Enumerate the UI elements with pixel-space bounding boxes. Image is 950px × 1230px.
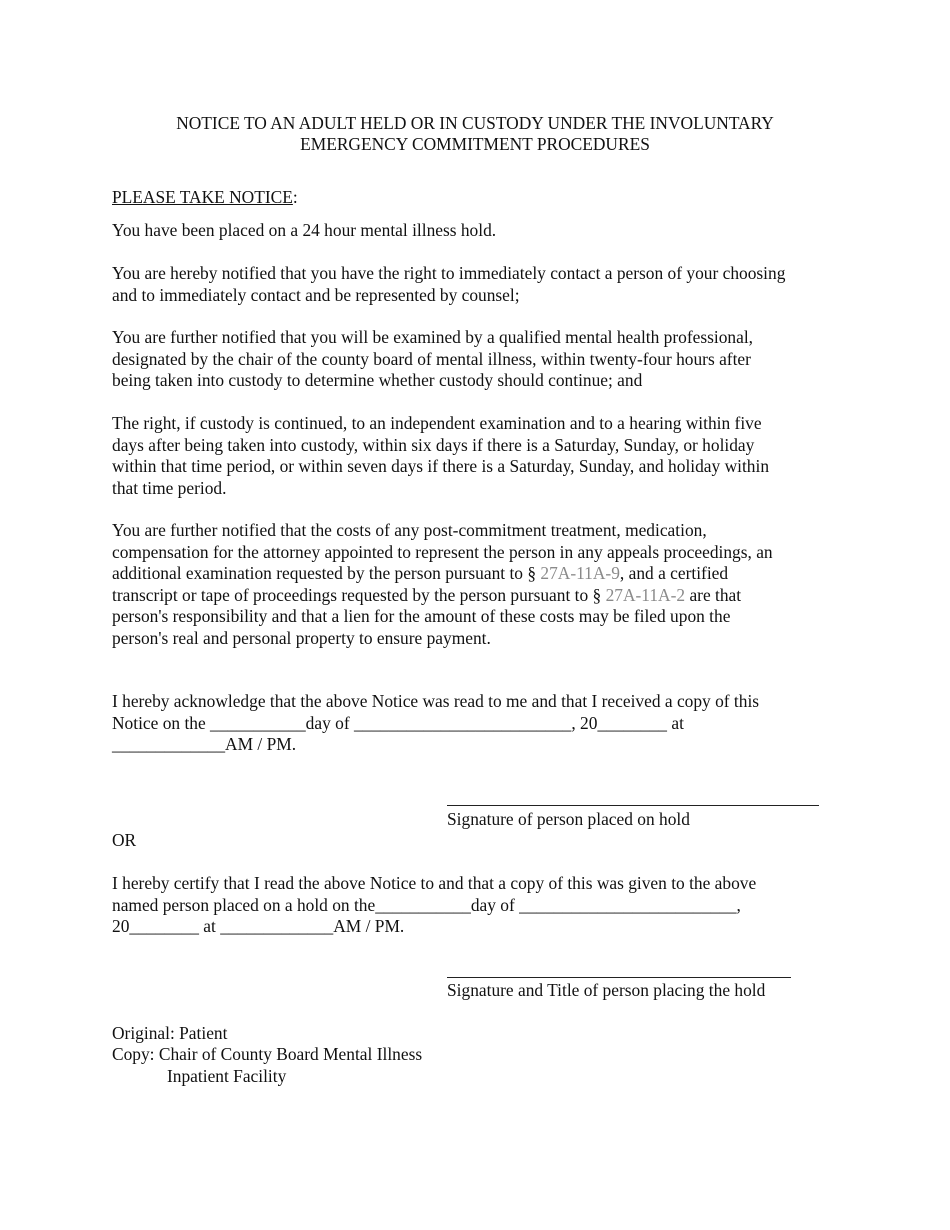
paragraph-hold	[112, 220, 852, 242]
paragraph-line: You are further notified that you will be examined by a qualified mental health professional,	[112, 327, 754, 347]
paragraph-text: are that	[685, 584, 742, 605]
or-separator	[112, 830, 852, 852]
distribution-copy-facility: Inpatient Facility	[167, 1066, 287, 1086]
signature-line-staff	[447, 977, 791, 978]
certification-date-line: named person placed on a hold on the___________day of _________________________,	[112, 894, 741, 915]
paragraph-line	[112, 563, 852, 585]
paragraph-line: You are hereby notified that you have the right to immediately contact a person of your choosing	[112, 263, 786, 283]
paragraph-line: days after being taken into custody, within six days if there is a Saturday, Sunday, or holiday	[112, 434, 755, 455]
paragraph-text: transcript or tape of proceedings requested by the person pursuant to §	[112, 584, 606, 605]
paragraph-line: I hereby acknowledge that the above Notice was read to me and that I received a copy of this	[112, 691, 760, 711]
certification-paragraph	[112, 873, 852, 938]
paragraph-line: being taken into custody to determine whether custody should continue; and	[112, 370, 643, 391]
paragraph-rights-contact	[112, 263, 852, 306]
paragraph-examination	[112, 327, 852, 392]
paragraph-line: person's responsibility and that a lien for the amount of these costs may be filed upon the	[112, 606, 731, 627]
acknowledgement-time-line: _____________AM / PM.	[112, 734, 297, 755]
notice-heading-text: PLEASE TAKE NOTICE	[112, 187, 293, 207]
paragraph-line: that time period.	[112, 477, 227, 498]
statute-link-27a-11a-9[interactable]: 27A-11A-9	[540, 563, 620, 584]
paragraph-line: within that time period, or within seven days if there is a Saturday, Sunday, and holiday within	[112, 456, 770, 477]
statute-link-27a-11a-2[interactable]: 27A-11A-2	[605, 584, 686, 605]
notice-heading	[112, 187, 852, 209]
paragraph-hold-text: You have been placed on a 24 hour mental illness hold.	[112, 220, 497, 240]
paragraph-line	[112, 585, 852, 607]
distribution-original: Original: Patient	[112, 1023, 228, 1043]
notice-heading-colon: :	[292, 187, 298, 207]
signature-label-staff: Signature and Title of person placing the hold	[447, 980, 766, 1000]
paragraph-line: designated by the chair of the county board of mental illness, within twenty-four hours after	[112, 348, 751, 369]
signature-line-patient	[447, 805, 819, 806]
paragraph-hearing-right	[112, 413, 852, 499]
distribution-copy: Copy: Chair of County Board Mental Illness	[112, 1044, 423, 1064]
paragraph-costs	[112, 520, 852, 650]
certification-time-line: 20________ at _____________AM / PM.	[112, 916, 405, 937]
title-line-2: EMERGENCY COMMITMENT PROCEDURES	[300, 134, 650, 154]
paragraph-line: and to immediately contact and be represented by counsel;	[112, 284, 520, 305]
paragraph-line: compensation for the attorney appointed to represent the person in any appeals proceedings, an	[112, 541, 773, 562]
paragraph-line: The right, if custody is continued, to an independent examination and to a hearing within five	[112, 413, 762, 433]
or-text: OR	[112, 830, 137, 850]
paragraph-text: additional examination requested by the person pursuant to §	[112, 563, 541, 584]
acknowledgement-date-line: Notice on the ___________day of _________________________, 20________ at	[112, 712, 684, 733]
document-title	[112, 113, 838, 155]
signature-label-patient: Signature of person placed on hold	[447, 809, 690, 829]
paragraph-text: , and a certified	[619, 563, 729, 584]
title-line-1: NOTICE TO AN ADULT HELD OR IN CUSTODY UNDER THE INVOLUNTARY	[176, 113, 774, 133]
paragraph-line: person's real and personal property to ensure payment.	[112, 627, 491, 648]
acknowledgement-paragraph	[112, 691, 852, 756]
paragraph-line: I hereby certify that I read the above Notice to and that a copy of this was given to the above	[112, 873, 757, 893]
paragraph-line: You are further notified that the costs of any post-commitment treatment, medication,	[112, 520, 707, 540]
